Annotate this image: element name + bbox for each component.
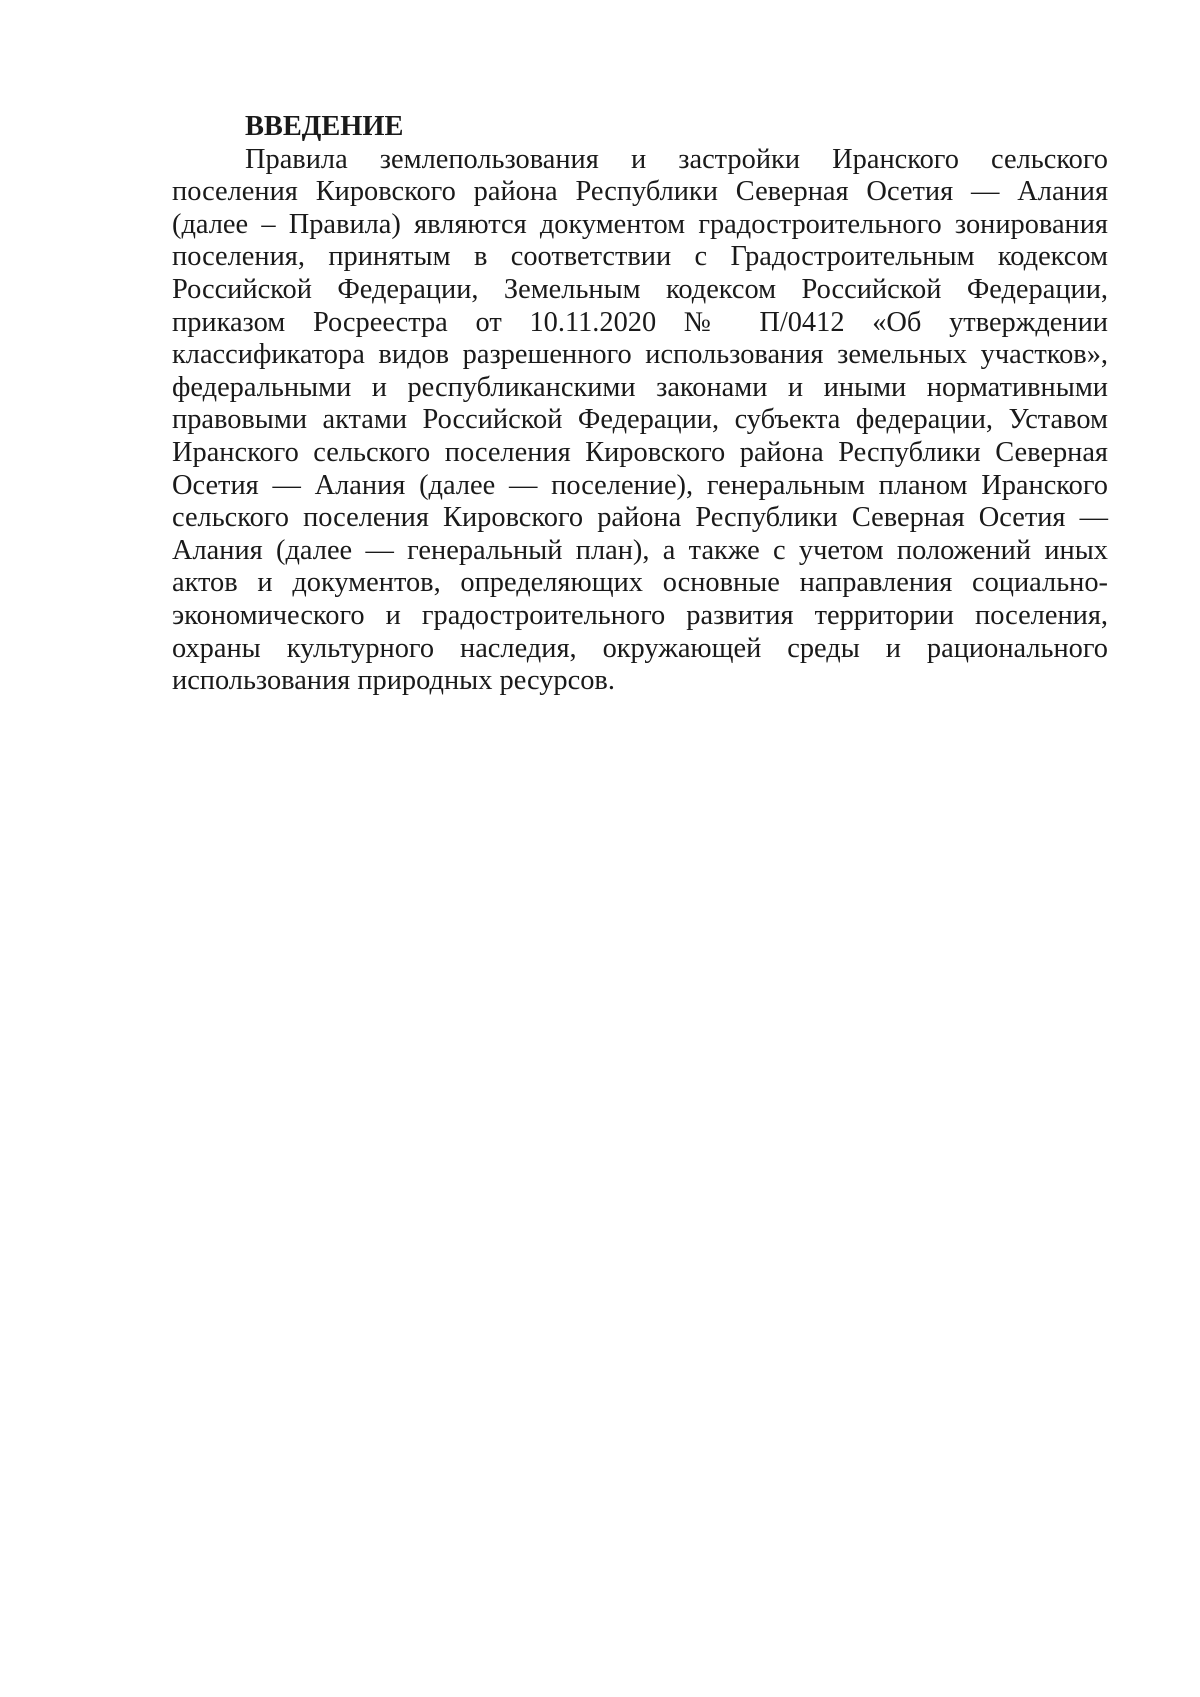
intro-paragraph: Правила землепользования и застройки Иранского сельского поселения Кировского района Республики Северная Осетия — Алания (далее – Правила) являются документом градостроительного зонирования поселения, принятым в соответствии с Градостроительным кодексом Российской Федерации, Земельным кодексом Российской Федерации, приказом Росреестра от 10.11.2020 № П/0412 «Об утверждении классификатора видов разрешенного использования земельных участков», федеральными и республиканскими законами и иными нормативными правовыми актами Российской Федерации, субъекта федерации, Уставом Иранского сельского поселения Кировского района Республики Северная Осетия — Алания (далее — поселение), генеральным планом Иранского сельского поселения Кировского района Республики Северная Осетия — Алания (далее — генеральный план), а также с учетом положений иных актов и документов, определяющих основные направления социально-экономического и градостроительного развития территории поселения, охраны культурного наследия, окружающей среды и рационального использования природных ресурсов. (172, 143, 1108, 697)
section-heading: ВВЕДЕНИЕ (245, 111, 404, 142)
document-body (172, 111, 1108, 698)
